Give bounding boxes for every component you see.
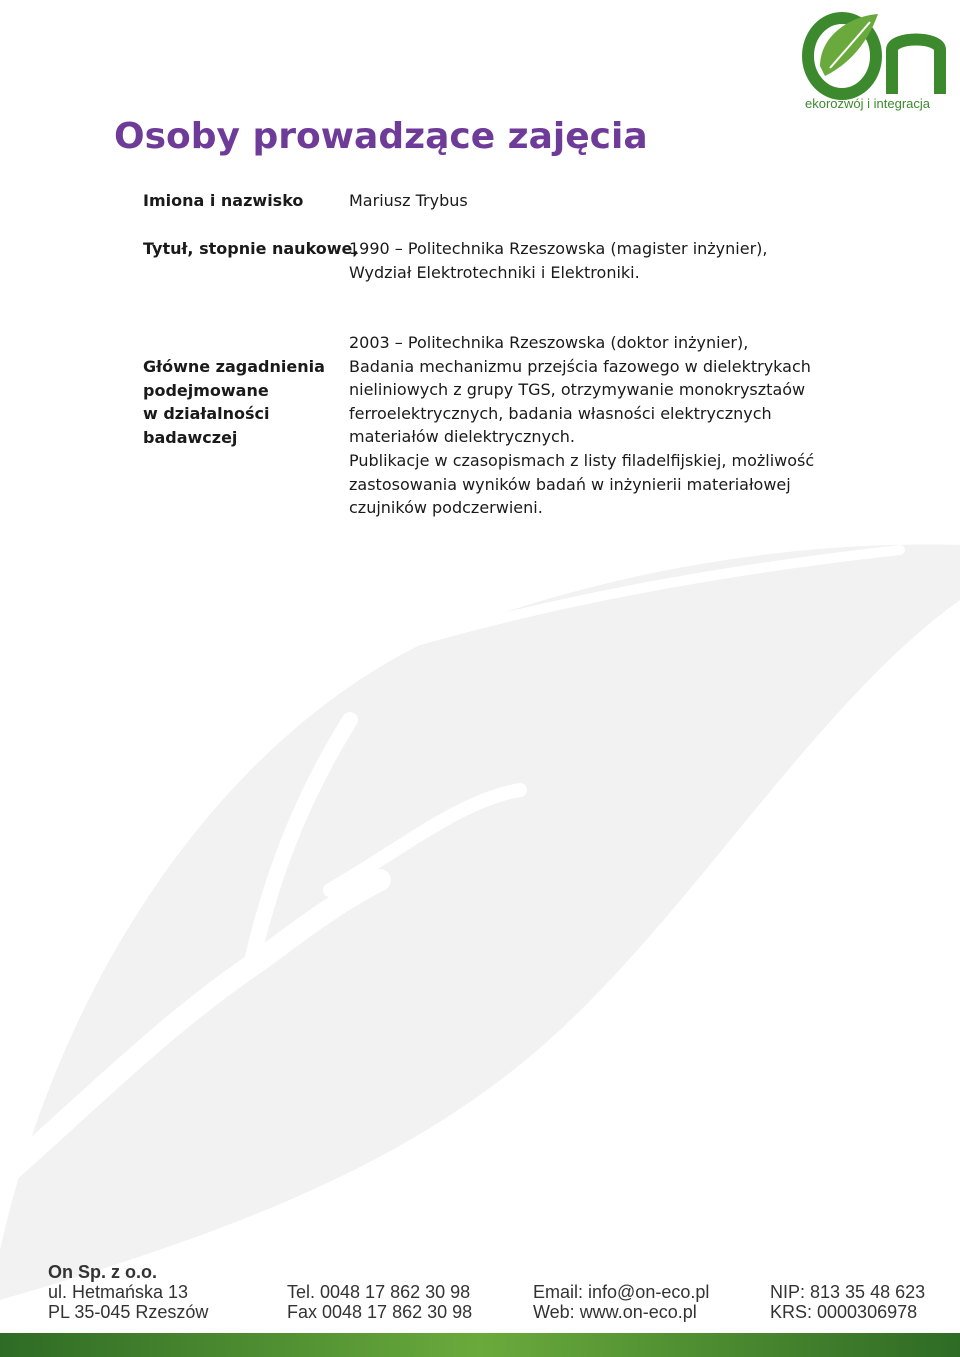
titles-line: 1990 – Politechnika Rzeszowska (magister inżynier), [349,239,768,258]
research-line: Publikacje w czasopismach z listy filadelfijskiej, możliwość [349,450,815,470]
research-label [143,355,325,449]
footer-fax: Fax 0048 17 862 30 98 [287,1302,473,1322]
footer-nip: NIP: 813 35 48 623 [770,1282,926,1302]
footer-tel: Tel. 0048 17 862 30 98 [287,1282,471,1302]
footer [0,1262,960,1332]
footer-green-bar [0,1333,960,1357]
research-label-line: badawczej [143,427,238,447]
research-line: materiałów dielektrycznych. [349,427,575,447]
footer-street: ul. Hetmańska 13 [48,1282,189,1302]
research-line: czujników podczerwieni. [349,498,543,518]
footer-phones [287,1282,472,1322]
footer-contacts [533,1282,709,1322]
name-label: Imiona i nazwisko [143,191,304,210]
titles-value [349,237,767,284]
research-line: 2003 – Politechnika Rzeszowska (doktor inżynier), [349,333,749,352]
research-label-line: podejmowane [143,380,269,400]
research-line: ferroelektrycznych, badania własności elektrycznych [349,403,772,423]
logo-tagline: ekorozwój i integracja [805,96,931,111]
footer-email: Email: info@on-eco.pl [533,1282,710,1302]
research-line: nieliniowych z grupy TGS, otrzymywanie monokrysztaów [349,380,806,400]
research-value [349,331,814,520]
footer-address [48,1262,208,1322]
footer-registry [770,1282,925,1322]
research-label-line: Główne zagadnienia [143,357,325,376]
footer-company: On Sp. z o.o. [48,1262,157,1282]
name-value: Mariusz Trybus [349,191,468,210]
footer-web: Web: www.on-eco.pl [533,1302,697,1322]
titles-line: Wydział Elektrotechniki i Elektroniki. [349,262,640,282]
research-line: Badania mechanizmu przejścia fazowego w dielektrykach [349,356,811,376]
titles-label: Tytuł, stopnie naukowe, [143,239,359,258]
footer-city: PL 35-045 Rzeszów [48,1302,209,1322]
footer-krs: KRS: 0000306978 [770,1302,918,1322]
page-title: Osoby prowadzące zajęcia [114,116,648,157]
research-label-line: w działalności [143,404,270,424]
research-line: zastosowania wyników badań w inżynierii materiałowej [349,474,791,494]
